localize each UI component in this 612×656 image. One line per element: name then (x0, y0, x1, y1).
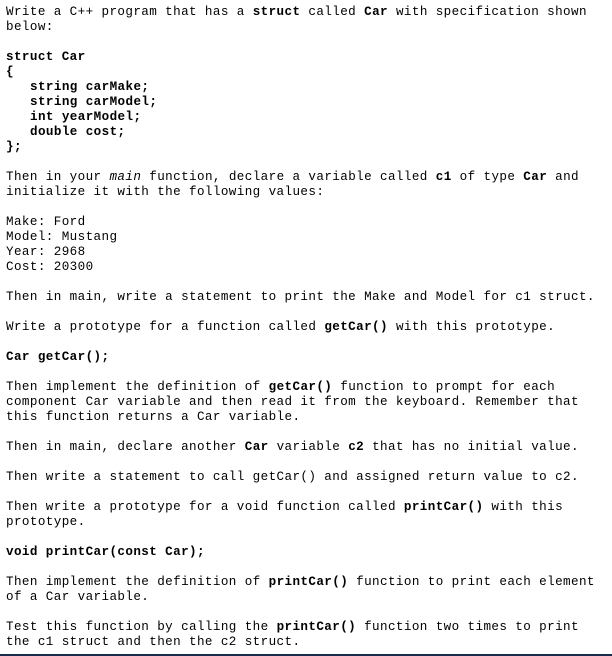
value-make: Make: Ford (6, 215, 86, 229)
intro-line-2: below: (6, 20, 54, 34)
main-intro-line-1: Then in your main function, declare a variable called c1 of type Car and (6, 170, 579, 184)
declare-c2-instruction: Then in main, declare another Car variable c2 that has no initial value. (6, 440, 579, 454)
printcar-prototype-line-2: prototype. (6, 515, 86, 529)
struct-field: string carModel; (30, 95, 158, 109)
struct-field: string carMake; (30, 80, 150, 94)
value-year: Year: 2968 (6, 245, 86, 259)
assignment-document (6, 5, 606, 650)
printcar-impl-line-1: Then implement the definition of printCar() function to print each element (6, 575, 595, 589)
printcar-impl-line-2: of a Car variable. (6, 590, 150, 604)
print-statement-instruction: Then in main, write a statement to print the Make and Model for c1 struct. (6, 290, 595, 304)
value-cost: Cost: 20300 (6, 260, 94, 274)
struct-field: double cost; (30, 125, 126, 139)
struct-header: struct Car (6, 50, 86, 64)
intro-line-1: Write a C++ program that has a struct called Car with specification shown (6, 5, 587, 19)
test-line-2: the c1 struct and then the c2 struct. (6, 635, 301, 649)
getcar-impl-line-3: this function returns a Car variable. (6, 410, 301, 424)
test-line-1: Test this function by calling the printCar() function two times to print (6, 620, 579, 634)
getcar-prototype-instruction: Write a prototype for a function called getCar() with this prototype. (6, 320, 556, 334)
getcar-impl-line-1: Then implement the definition of getCar() function to prompt for each (6, 380, 556, 394)
value-model: Model: Mustang (6, 230, 118, 244)
printcar-prototype-line-1: Then write a prototype for a void function called printCar() with this (6, 500, 564, 514)
struct-field: int yearModel; (30, 110, 142, 124)
getcar-impl-line-2: component Car variable and then read it from the keyboard. Remember that (6, 395, 579, 409)
printcar-signature: void printCar(const Car); (6, 545, 205, 559)
struct-open-brace: { (6, 65, 14, 79)
struct-close-brace: }; (6, 140, 22, 154)
main-intro-line-2: initialize it with the following values: (6, 185, 325, 199)
getcar-signature: Car getCar(); (6, 350, 110, 364)
call-getcar-instruction: Then write a statement to call getCar() and assigned return value to c2. (6, 470, 579, 484)
